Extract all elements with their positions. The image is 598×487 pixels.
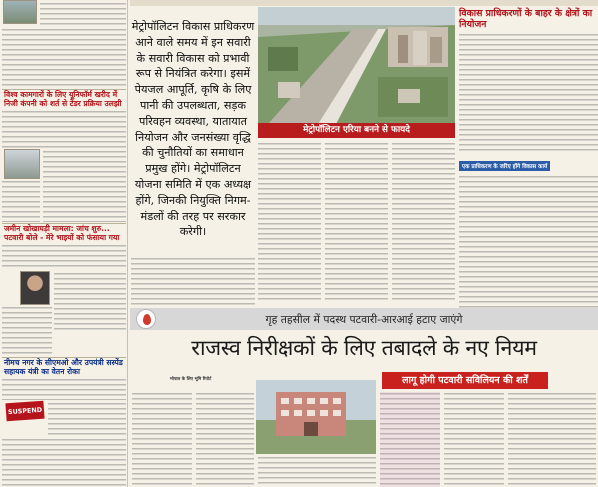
metro-lower-text: [131, 257, 255, 305]
left-headline-text-2: जमीन खोखाघड़ी मामला: जांच शुरु... पटवारी बोले - मेरे भाइयों को फंसाया गया: [4, 224, 120, 242]
metro-lead-text: मेट्रोपॉलिटन विकास प्राधिकरण आने वाले समय में इन सवारी के सवारी विकास को प्रभावी रूप से नियंत्रित करेगा। इसमें पेयजल आपूर्ति, कृषि के लिए पानी की उपलब्धता, सड़क परिवहन व्यवस्था, यातायात नियोजन और जनसंख्या वृद्धि की चुनौतियों का समाधान प्रमुख होंगे। मेट्रोपॉलिटन योजना समिति में एक अध्यक्ष होंगे, जिनकी नियुक्ति निगम-मंडलों की तरह पर सरकार करेगी।: [131, 20, 255, 239]
bottom-col-1: [132, 392, 192, 487]
right-text-block-1: [459, 33, 598, 151]
bottom-col-3: [258, 456, 376, 487]
left-news-column: [0, 0, 128, 487]
left-text-block-2: [2, 28, 126, 88]
bottom-col-4: [444, 392, 504, 487]
bottom-building-photo: [256, 380, 376, 454]
metro-body-col-1: [258, 142, 321, 302]
left-text-block-11: [2, 438, 126, 487]
right-text-block-2: [459, 175, 598, 315]
metro-benefits-banner: मेट्रोपॉलिटन एरिया बनने से फायदे: [258, 123, 455, 138]
bottom-col-5: [508, 392, 596, 487]
left-text-block-8: [2, 306, 52, 356]
metro-body-columns: [258, 142, 455, 302]
right-section-label: एक प्राधिकरण के जरिए होंगे विकास कार्य: [459, 161, 550, 171]
left-text-block-5: [2, 180, 40, 222]
left-text-block-6: [2, 244, 126, 270]
bottom-photo-caption: भोपाल के लिए भूमि रिपोर्ट: [169, 377, 212, 382]
left-text-block-9: [2, 378, 126, 400]
left-portrait: [20, 271, 50, 305]
suspend-stamp: SUSPEND: [5, 401, 44, 422]
top-left-photo: [3, 0, 37, 24]
left-headline-1: [2, 90, 126, 108]
bottom-highlight-box: [380, 392, 440, 487]
building-image: [256, 380, 376, 454]
metro-body-col-3: [392, 142, 455, 302]
bottom-sub-banner: लागू होगी पटवारी सविलियन की शर्तें: [382, 372, 548, 389]
left-text-block-10: [48, 402, 126, 438]
left-headline-text-1: विश्व कामगारों के लिए यूनिफॉर्म खरीद में निजी कंपनी को शर्त से टेंडर प्रक्रिया उलझी: [4, 90, 122, 108]
left-headline-3: [2, 358, 126, 376]
bottom-kicker: गृह तहसील में पदस्थ पटवारी-आरआई हटाए जाएंगे: [265, 313, 463, 326]
right-heading-1: विकास प्राधिकरणों के बाहर के क्षेत्रों का नियोजन: [459, 8, 593, 30]
left-text-block-7: [54, 272, 126, 330]
city-aerial-image: [258, 7, 455, 124]
left-photo-2: [4, 149, 40, 179]
right-news-column: [459, 8, 598, 308]
metro-aerial-photo: [258, 7, 455, 124]
left-text-block-3: [2, 110, 126, 148]
bottom-col-2: [196, 392, 254, 487]
top-strip: [130, 0, 598, 6]
left-headline-2: [2, 224, 126, 242]
left-text-block-4: [43, 150, 126, 222]
left-text-block-1: [40, 2, 126, 28]
left-headline-text-3: नीमच नगर के सीएमओ और उपयंत्री सस्पेंड सहायक यंत्री का वेतन रोका: [4, 358, 123, 376]
metro-body-col-2: [325, 142, 388, 302]
bottom-headline: राजस्व निरीक्षकों के लिए तबादले के नए नियम: [191, 336, 537, 361]
